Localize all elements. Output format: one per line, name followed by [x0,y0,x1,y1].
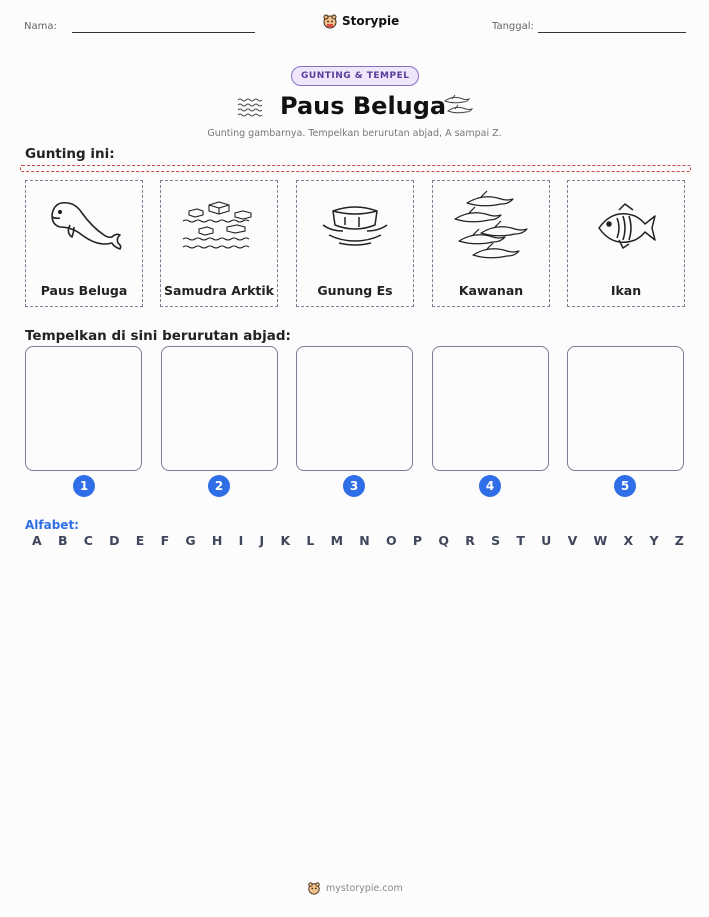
alphabet-letter: C [83,533,93,548]
slot-number-badge: 3 [343,475,365,497]
cut-card-fish[interactable] [567,180,685,307]
storypie-mascot-icon [307,881,321,895]
alphabet-letter: A [32,533,42,548]
beluga-whale-icon [44,195,124,259]
alphabet-letter: G [185,533,196,548]
iceberg-icon [315,197,395,257]
alphabet-letter: Q [438,533,449,548]
cut-card-arctic-ocean[interactable] [160,180,278,307]
alphabet-letter: P [412,533,423,548]
cut-heading: Gunting ini: [25,146,115,162]
alphabet-row [32,533,684,548]
slot-number-badge: 4 [479,475,501,497]
card-label: Samudra Arktik [164,283,274,298]
page-title: Paus Beluga [280,92,447,120]
alphabet-letter: B [57,533,68,548]
card-label: Gunung Es [317,283,393,298]
date-field[interactable] [538,32,686,33]
card-label: Kawanan [458,283,524,298]
alphabet-letter: R [465,533,475,548]
storypie-mascot-icon [322,13,338,29]
activity-badge: GUNTING & TEMPEL [291,66,419,86]
paste-slot-5[interactable] [567,346,684,471]
footer [307,881,403,895]
brand-name: Storypie [342,14,400,28]
cut-card-beluga[interactable] [25,180,143,307]
arctic-ocean-icon [179,197,259,257]
alphabet-heading: Alfabet: [25,518,79,532]
paste-heading: Tempelkan di sini berurutan abjad: [25,328,291,344]
alphabet-letter: J [259,533,265,548]
cut-card-iceberg[interactable] [296,180,414,307]
card-label: Ikan [610,283,642,298]
arctic-ocean-small-icon [236,96,264,118]
alphabet-letter: D [109,533,120,548]
alphabet-letter: X [623,533,634,548]
footer-url: mystorypie.com [326,882,403,894]
alphabet-letter: O [386,533,397,548]
alphabet-letter: Y [649,533,659,548]
alphabet-letter: N [359,533,370,548]
brand-logo [322,13,399,29]
fish-icon [591,200,661,254]
date-label: Tanggal: [492,21,534,32]
instructions: Gunting gambarnya. Tempelkan berurutan abjad, A sampai Z. [207,128,502,139]
alphabet-letter: F [160,533,170,548]
alphabet-letter: M [330,533,344,548]
alphabet-letter: T [516,533,525,548]
paste-slot-4[interactable] [432,346,549,471]
alphabet-letter: E [135,533,145,548]
cut-line [20,165,691,172]
card-label: Paus Beluga [40,283,128,298]
paste-slot-3[interactable] [296,346,413,471]
alphabet-letter: L [306,533,315,548]
alphabet-letter: H [211,533,223,548]
name-field[interactable] [72,32,255,33]
slot-number-badge: 2 [208,475,230,497]
alphabet-letter: K [280,533,291,548]
paste-slot-1[interactable] [25,346,142,471]
name-label: Nama: [24,21,57,32]
pod-icon [451,189,531,265]
cut-card-pod[interactable] [432,180,550,307]
alphabet-letter: W [593,533,608,548]
alphabet-letter: V [567,533,578,548]
slot-number-badge: 5 [614,475,636,497]
paste-slot-2[interactable] [161,346,278,471]
slot-number-badge: 1 [73,475,95,497]
dolphins-small-icon [442,92,474,122]
alphabet-letter: U [541,533,552,548]
alphabet-letter: S [491,533,501,548]
alphabet-letter: I [238,533,244,548]
alphabet-letter: Z [674,533,684,548]
